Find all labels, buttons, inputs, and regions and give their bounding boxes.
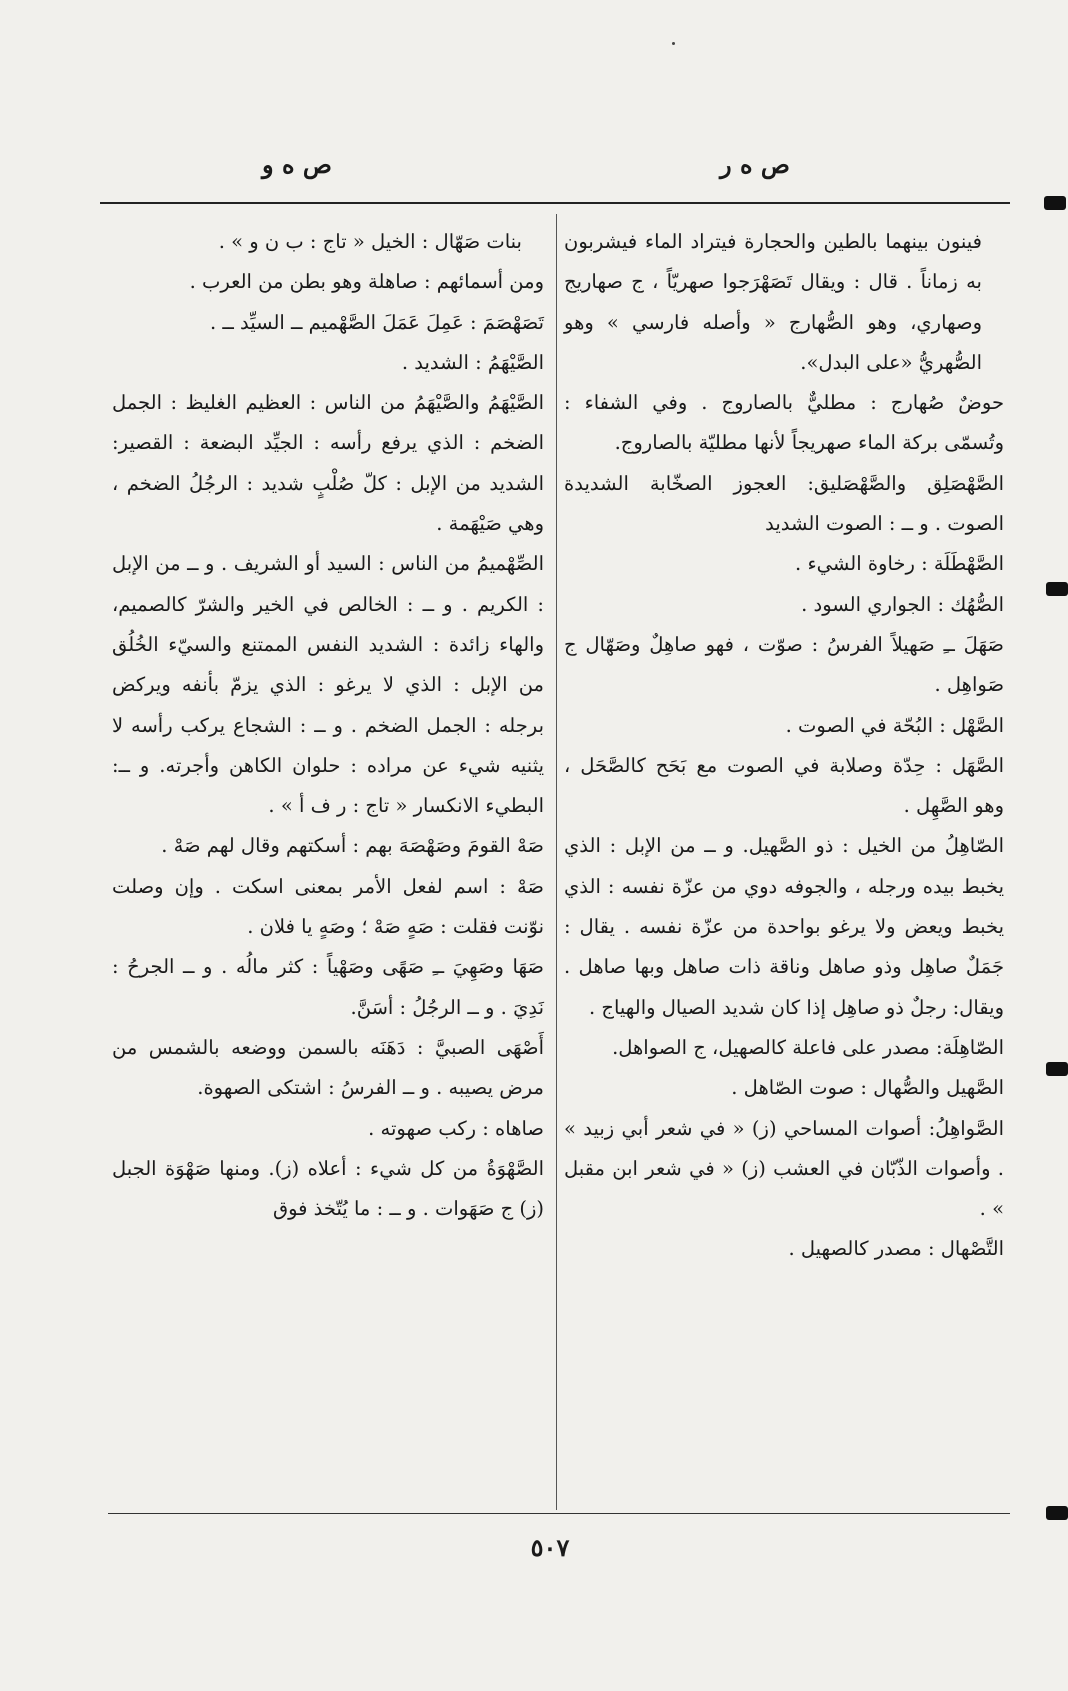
- dictionary-entry: الصَّهْطَلَة : رخاوة الشيء .: [795, 552, 1004, 576]
- dictionary-entry: صَهَا وصَهِيَ ــِ صَهًى وصَهْياً : كثر مالُه . و ــ الجرحُ : نَدِيَ . و ــ الرجُلُ : أسَنَّ.: [112, 955, 544, 1019]
- dictionary-entry: التَّصْهال : مصدر كالصهيل .: [788, 1237, 1004, 1261]
- scan-speck: [672, 42, 675, 45]
- running-header-right-root: ص ه ر: [720, 150, 790, 179]
- dictionary-entry: بنات صَهّال : الخيل « تاج : ب ن و » .: [218, 230, 522, 253]
- dictionary-entry: الصَّهْوَةُ من كل شيء : أعلاه (ز). ومنها صَهْوَة الجبل (ز) ج صَهَوات . و ــ : ما يُتّخذ فوق: [112, 1156, 544, 1221]
- left-column: [112, 222, 544, 1229]
- dictionary-entry: صَهْ : اسم لفعل الأمر بمعنى اسكت . وإن وصلت نوّنت فقلت : صَهٍ صَهْ ؛ وصَهٍ يا فلان .: [112, 874, 544, 939]
- dictionary-entry: أَصْهَى الصبيَّ : دَهَنَه بالسمن ووضعه بالشمس من مرض يصيبه . و ــ الفرسُ : اشتكى الصهوة.: [112, 1035, 544, 1100]
- dictionary-entry: الصُّهُك : الجواري السود .: [801, 592, 1004, 616]
- scan-edge-mark: [1046, 1062, 1068, 1076]
- running-header-left-root: ص ه و: [262, 150, 332, 179]
- page-number: ٥٠٧: [530, 1533, 570, 1562]
- scan-edge-mark: [1046, 582, 1068, 596]
- dictionary-entry: الصَّيْهَمُ : الشديد .: [401, 350, 544, 374]
- top-rule: [100, 202, 1010, 204]
- dictionary-entry: صاهاه : ركب صهوته .: [368, 1116, 544, 1140]
- dictionary-entry: الصّاهِلُ من الخيل : ذو الصَّهيل. و ــ من الإبل : الذي يخبط بيده ورجله ، والجوفه دوي من عزّة نفسه : الذي يخبط ويعض ولا يرغو بواحدة من عزّة نفسه . يقال : جَمَلٌ صاهِل وذو صاهل وناقة ذات صاهل وبها صاهل . ويقال: رجلٌ ذو صاهِل إذا كان شديد الصيال والهياج .: [564, 834, 1004, 1019]
- dictionary-entry: الصَّواهِلُ: أصوات المساحي (ز) « في شعر أبي زبيد » . وأصوات الذّبّان في العشب (ز) « في شعر ابن مقبل » .: [564, 1116, 1004, 1221]
- dictionary-entry: الصَّهيل والصُّهال : صوت الصّاهل .: [731, 1076, 1004, 1100]
- dictionary-entry: الصَّهْل : البُحّة في الصوت .: [785, 713, 1004, 737]
- dictionary-entry: صَهَلَ ــِ صَهيلاً الفرسُ : صوّت ، فهو صاهِلٌ وصَهّال ج صَواهِل .: [564, 632, 1004, 697]
- scan-edge-mark: [1046, 1506, 1068, 1520]
- dictionary-entry: الصّاهِلَة: مصدر على فاعلة كالصهيل، ج الصواهل.: [612, 1035, 1004, 1059]
- dictionary-entry: حوضٌ صُهارج : مطليٌّ بالصاروج . وفي الشفاء : وتُسمّى بركة الماء صهريجاً لأنها مطليّة بالصاروج.: [564, 391, 1004, 455]
- dictionary-entry: فينون بينهما بالطين والحجارة فيتراد الماء فيشربون به زماناً . قال : ويقال تَصَهْرَجوا صهريّاً ، ج صهاريج وصهاري، وهو الصُّهارج « وأصله فارسي » وهو الصُّهريُّ «على البدل».: [564, 230, 982, 374]
- dictionary-entry: الصَّيْهَمُ والصَّيْهَمُ من الناس : العظيم الغليظ : الجمل الضخم : الذي يرفع رأسه : الجيِّد البضعة : القصير: الشديد من الإبل : كلّ صُلْبٍ شديد : الرجُلُ الضخم ، وهي صَيْهَمة .: [112, 391, 544, 536]
- scan-edge-mark: [1044, 196, 1066, 210]
- bottom-rule: [108, 1513, 1010, 1514]
- dictionary-entry: ومن أسمائهم : صاهلة وهو بطن من العرب .: [189, 270, 544, 294]
- dictionary-entry: الصَّهَل : حِدّة وصلابة في الصوت مع بَحَح كالصَّحَل ، وهو الصَّهِل .: [564, 753, 1004, 818]
- dictionary-entry: الصِّهْميمُ من الناس : السيد أو الشريف . و ــ من الإبل : الكريم . و ــ : الخالص في الخير والشرّ كالصميم، والهاء زائدة : الشديد النفس الممتنع والسيّء الخُلُق من الإبل : الذي لا يرغو : الذي يزمّ بأنفه ويركض برجله : الجمل الضخم . و ــ : الشجاع يركب رأسه لا يثنيه شيء عن مراده : حلوان الكاهن وأجرته. و ــ: البطيء الانكسار « تاج : ر ف أ » .: [112, 552, 544, 818]
- dictionary-entry: صَهْ القومَ وصَهْصَهَ بهم : أسكتهم وقال لهم صَهْ .: [161, 834, 544, 858]
- column-divider: [556, 214, 557, 1510]
- right-column: [564, 222, 1004, 1270]
- dictionary-entry: الصَّهْصَلِق والصَّهْصَليق: العجوز الصخّابة الشديدة الصوت . و ــ : الصوت الشديد: [564, 471, 1004, 536]
- dictionary-entry: تَصَهْصَمَ : عَمِلَ عَمَلَ الصَّهْميم ــ السيِّد ــ .: [209, 310, 544, 334]
